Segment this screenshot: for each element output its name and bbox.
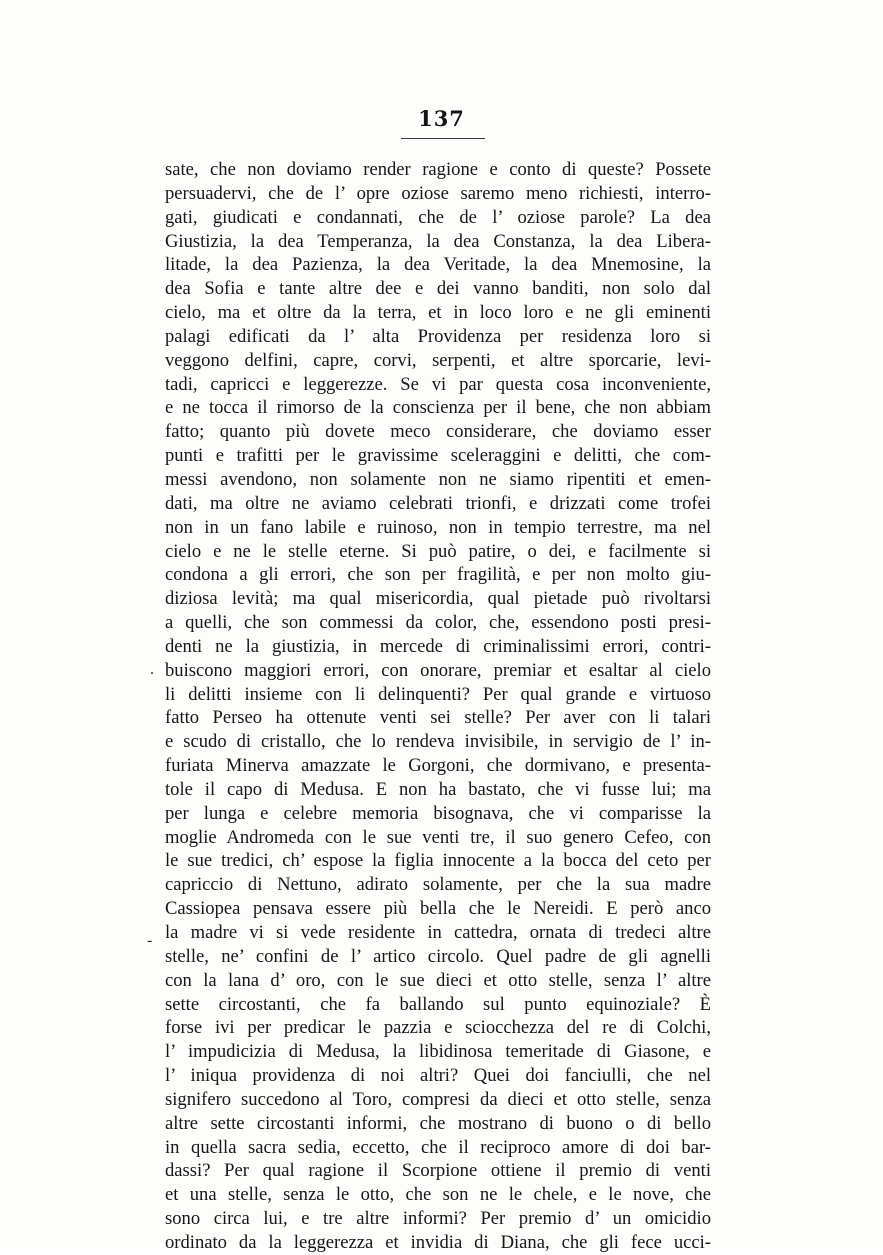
text-line: capriccio di Nettuno, adirato solamente, per che la sua madre — [165, 874, 711, 896]
text-line: persuadervi, che de l’ opre oziose saremo meno richiesti, interro- — [165, 182, 711, 204]
text-line: litade, la dea Pazienza, la dea Veritade, la dea Mnemosine, la — [165, 254, 711, 276]
text-line: sono circa lui, e tre altre informi? Per premio d’ un omicidio — [165, 1208, 711, 1230]
text-line: dea Sofia e tante altre dee e dei vanno banditi, non solo dal — [165, 278, 711, 300]
text-line: cielo, ma et oltre da la terra, et in loco loro e ne gli eminenti — [165, 302, 711, 324]
text-line: la madre vi si vede residente in cattedra, ornata di tredeci altre — [165, 922, 711, 943]
text-line: sette circostanti, che fa ballando sul punto equinoziale? È — [165, 993, 711, 1015]
text-line: e scudo di cristallo, che lo rendeva invisibile, in servigio de l’ in- — [165, 731, 711, 753]
text-line: et una stelle, senza le otto, che son ne le chele, e le nove, che — [165, 1184, 711, 1206]
text-line: fatto Perseo ha ottenute venti sei stelle? Per aver con li talari — [165, 707, 711, 729]
text-line: messi avendono, non solamente non ne siamo ripentiti et emen- — [165, 468, 711, 490]
text-line: tole il capo di Medusa. E non ha bastato, che vi fusse lui; ma — [165, 778, 711, 800]
text-line: signifero succedono al Toro, compresi da dieci et otto stelle, senza — [165, 1088, 711, 1110]
text-line: forse ivi per predicar le pazzia e sciocchezza del re di Colchi, — [165, 1017, 711, 1039]
text-line: per lunga e celebre memoria bisognava, che vi comparisse la — [165, 802, 711, 824]
page-number: 137 — [418, 106, 465, 131]
text-line: li delitti insieme con li delinquenti? Per qual grande e virtuoso — [165, 683, 711, 705]
text-line: Giustizia, la dea Temperanza, la dea Constanza, la dea Libera- — [165, 230, 711, 252]
text-line: punti e trafitti per le gravissime sceleraggini e delitti, che com- — [165, 445, 711, 467]
text-line: tadi, capricci e leggerezze. Se vi par questa cosa inconveniente, — [165, 373, 711, 395]
margin-mark: - — [147, 932, 153, 949]
text-line: denti ne la giustizia, in mercede di criminalissimi errori, contri- — [165, 635, 711, 657]
text-line: fatto; quanto più dovete meco considerare, che doviamo esser — [165, 421, 711, 443]
body-text — [165, 158, 711, 1255]
text-line: dati, ma oltre ne aviamo celebrati trionfi, e drizzati come trofei — [165, 492, 711, 514]
text-line: ordinato da la leggerezza et invidia di Diana, che gli fece ucci- — [165, 1231, 711, 1253]
text-line: le sue tredici, ch’ espose la figlia innocente a la bocca del ceto per — [165, 850, 711, 872]
text-line: l’ impudicizia di Medusa, la libidinosa temeritade di Giasone, e — [165, 1041, 711, 1063]
margin-mark: . — [150, 661, 154, 678]
text-line: Cassiopea pensava essere più bella che le Nereidi. E però anco — [165, 898, 711, 920]
text-line: sate, che non doviamo render ragione e conto di queste? Possete — [165, 159, 711, 180]
header-rule — [401, 138, 485, 139]
text-line: a quelli, che son commessi da color, che, essendono posti presi- — [165, 612, 711, 634]
text-line: cielo e ne le stelle eterne. Si può patire, o dei, e facilmente si — [165, 540, 711, 562]
text-line: con la lana d’ oro, con le sue dieci et otto stelle, senza l’ altre — [165, 969, 711, 991]
text-line: moglie Andromeda con le sue venti tre, il suo genero Cefeo, con — [165, 826, 711, 848]
text-line: dassi? Per qual ragione il Scorpione ottiene il premio di venti — [165, 1160, 711, 1182]
text-line: condona a gli errori, che son per fragilità, e per non molto giu- — [165, 564, 711, 586]
text-line: diziosa levità; ma qual misericordia, qual pietade può rivoltarsi — [165, 588, 711, 610]
text-line: altre sette circostanti informi, che mostrano di buono o di bello — [165, 1112, 711, 1134]
text-line: palagi edificati da l’ alta Providenza per residenza loro si — [165, 325, 711, 347]
text-line: e ne tocca il rimorso de la conscienza per il bene, che non abbiam — [165, 397, 711, 419]
text-line: non in un fano labile e ruinoso, non in tempio terrestre, ma nel — [165, 516, 711, 538]
text-line: veggono delfini, capre, corvi, serpenti, et altre sporcarie, levi- — [165, 349, 711, 371]
text-line: buiscono maggiori errori, con onorare, premiar et esaltar al cielo — [165, 659, 711, 681]
text-line: in quella sacra sedia, eccetto, che il reciproco amore di doi bar- — [165, 1136, 711, 1158]
text-line: l’ iniqua providenza di noi altri? Quei doi fanciulli, che nel — [165, 1065, 711, 1087]
text-line: stelle, ne’ confini de l’ artico circolo. Quel padre de gli agnelli — [165, 945, 711, 967]
text-line: furiata Minerva amazzate le Gorgoni, che dormivano, e presenta- — [165, 755, 711, 777]
text-line: gati, giudicati e condannati, che de l’ oziose parole? La dea — [165, 206, 711, 228]
